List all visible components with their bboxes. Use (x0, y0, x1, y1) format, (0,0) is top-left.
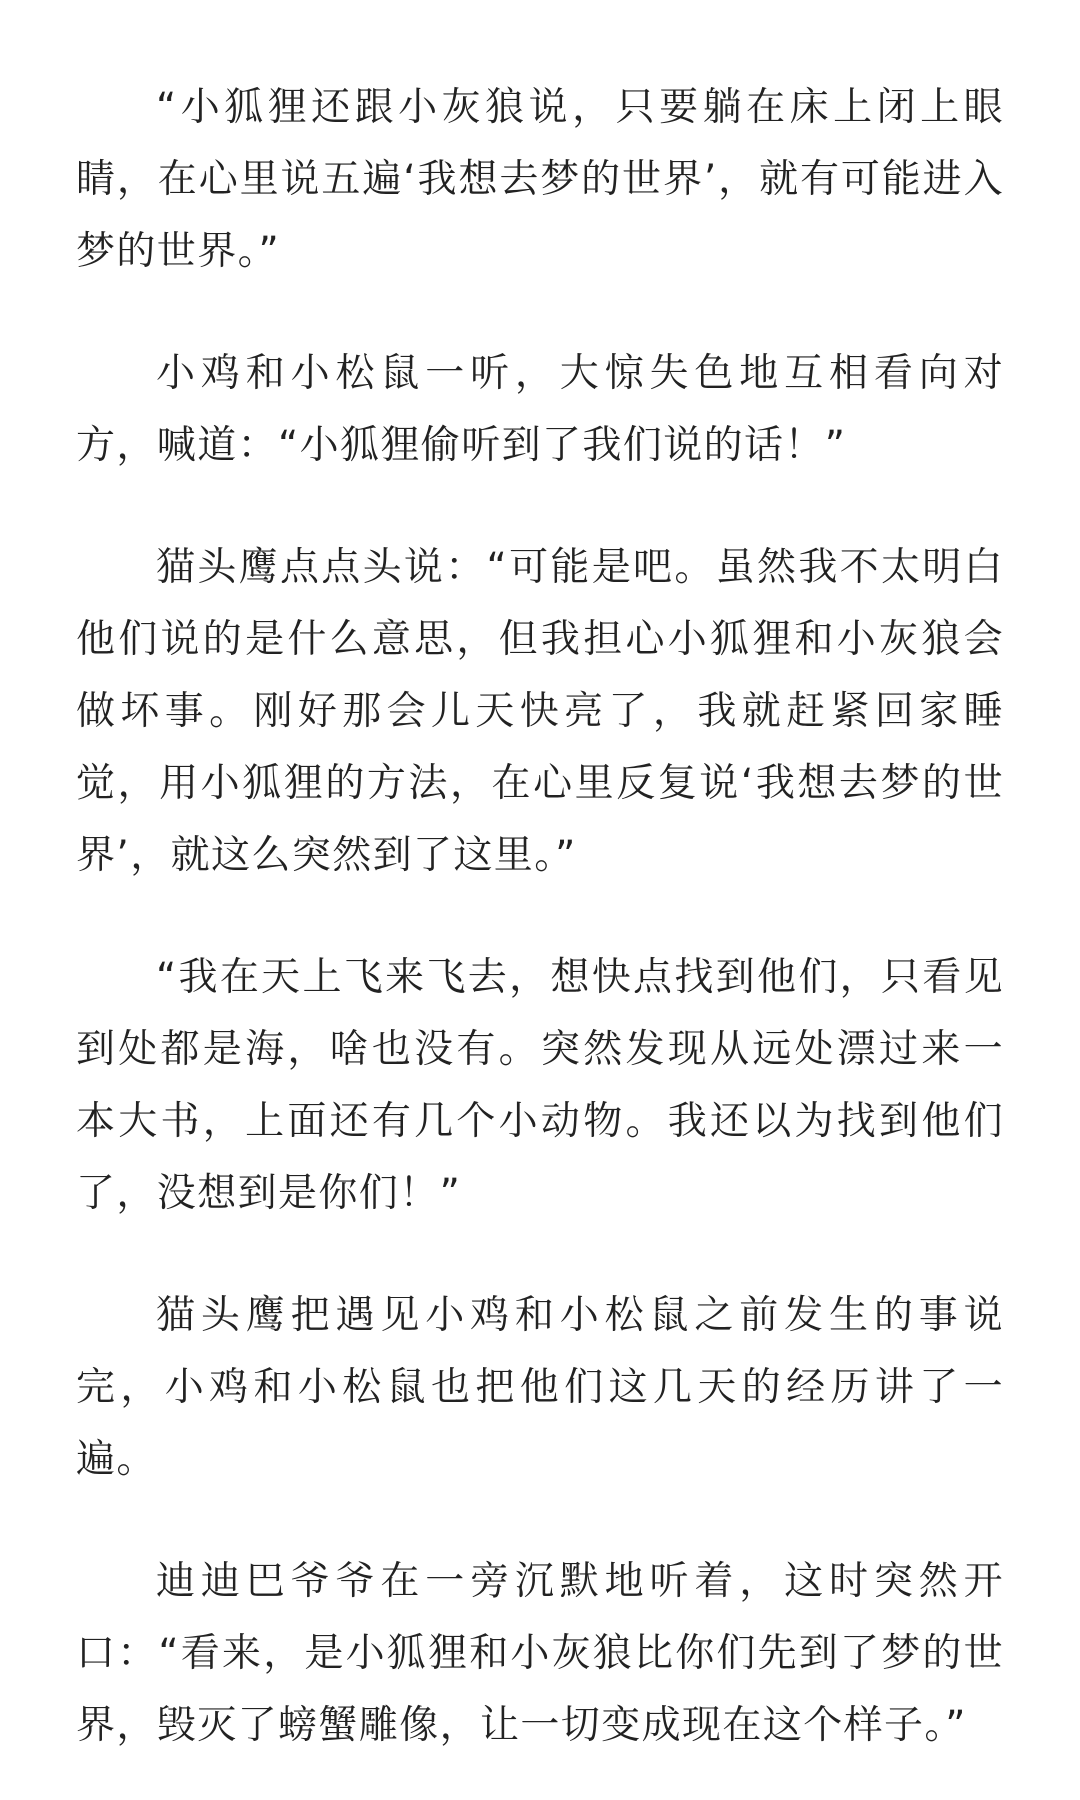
paragraph-2: 小鸡和小松鼠一听，大惊失色地互相看向对方，喊道：“小狐狸偷听到了我们说的话！” (76, 351, 1004, 468)
paragraph-5: 猫头鹰把遇见小鸡和小松鼠之前发生的事说完，小鸡和小松鼠也把他们这几天的经历讲了一遍。 (76, 1293, 1004, 1482)
paragraph-3: 猫头鹰点点头说：“可能是吧。虽然我不太明白他们说的是什么意思，但我担心小狐狸和小灰狼会做坏事。刚好那会儿天快亮了，我就赶紧回家睡觉，用小狐狸的方法，在心里反复说‘我想去梦的世界’，就这么突然到了这里。” (76, 545, 1004, 878)
paragraph-6: 迪迪巴爷爷在一旁沉默地听着，这时突然开口：“看来，是小狐狸和小灰狼比你们先到了梦的世界，毁灭了螃蟹雕像，让一切变成现在这个样子。” (76, 1559, 1004, 1748)
paragraph-1: “小狐狸还跟小灰狼说，只要躺在床上闭上眼睛，在心里说五遍‘我想去梦的世界’，就有可能进入梦的世界。” (76, 85, 1004, 274)
paragraph-4: “我在天上飞来飞去，想快点找到他们，只看见到处都是海，啥也没有。突然发现从远处漂过来一本大书，上面还有几个小动物。我还以为找到他们了，没想到是你们！” (76, 955, 1004, 1216)
